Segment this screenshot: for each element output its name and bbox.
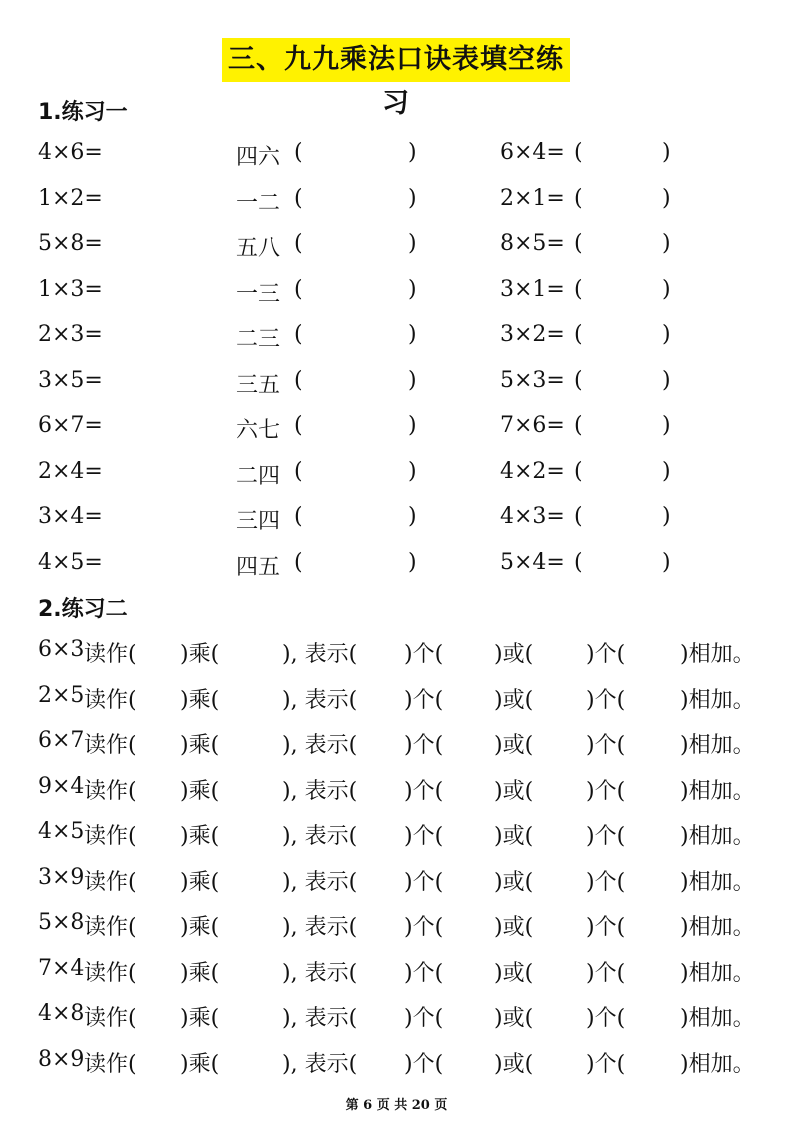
times-label: )乘( xyxy=(180,733,241,758)
reverse-equation-text: 5×4= xyxy=(500,549,565,575)
expression-text: 5×8 xyxy=(38,910,85,935)
equation-text: 5×8= xyxy=(38,231,103,256)
answer-blank-close[interactable]: ) xyxy=(662,276,671,302)
reverse-equation-text: 7×6= xyxy=(500,413,565,438)
read-as-label: 读作( xyxy=(84,642,158,667)
answer-blank-open[interactable]: ( xyxy=(294,367,303,393)
sum-label: )相加。 xyxy=(680,824,755,849)
count-label: )个( xyxy=(404,733,465,758)
sum-label: )相加。 xyxy=(680,778,755,804)
expression-text: 6×7 xyxy=(38,728,85,753)
page-footer: 第 6 页 共 20 页 xyxy=(345,1098,448,1113)
answer-blank-close[interactable]: ) xyxy=(662,140,671,165)
or-label: )或( xyxy=(494,869,555,895)
means-label: ), 表示( xyxy=(282,733,379,758)
reverse-equation-text: 3×2= xyxy=(500,322,565,347)
answer-blank-close[interactable]: ) xyxy=(662,367,671,393)
reverse-equation-text: 2×1= xyxy=(500,185,565,211)
expression-text: 2×5 xyxy=(38,682,85,708)
sum-label: )相加。 xyxy=(680,1006,755,1031)
count-label: )个( xyxy=(404,824,465,849)
count-label: )个( xyxy=(586,824,647,849)
count-label: )个( xyxy=(404,869,465,895)
exercise-1-row xyxy=(0,322,793,352)
equation-text: 4×6= xyxy=(38,140,103,165)
count-label: )个( xyxy=(404,687,465,713)
chinese-numeral-text: 三五 xyxy=(236,372,281,398)
answer-blank-open[interactable]: ( xyxy=(294,276,303,302)
means-label: ), 表示( xyxy=(282,915,379,940)
count-label: )个( xyxy=(586,687,647,713)
reverse-equation-text: 8×5= xyxy=(500,231,565,256)
count-label: )个( xyxy=(586,960,647,986)
chinese-numeral-text: 四六 xyxy=(236,145,281,170)
answer-blank-close[interactable]: ) xyxy=(408,549,417,575)
exercise-2-row xyxy=(0,728,793,758)
answer-blank-close[interactable]: ) xyxy=(662,458,671,484)
exercise-2-row xyxy=(0,683,793,713)
answer-blank-open[interactable]: ( xyxy=(574,367,583,393)
read-as-label: 读作( xyxy=(84,824,158,849)
answer-blank-close[interactable]: ) xyxy=(662,504,671,529)
page-title: 三、九九乘法口诀表填空练习 xyxy=(222,38,570,82)
count-label: )个( xyxy=(586,778,647,804)
exercise-1-row xyxy=(0,368,793,398)
reverse-equation-text: 3×1= xyxy=(500,276,565,302)
sum-label: )相加。 xyxy=(680,733,755,758)
count-label: )个( xyxy=(586,1051,647,1077)
answer-blank-open[interactable]: ( xyxy=(294,140,303,165)
exercise-1-row xyxy=(0,459,793,489)
answer-blank-close[interactable]: ) xyxy=(662,413,671,438)
count-label: )个( xyxy=(586,915,647,940)
exercise-1-row xyxy=(0,504,793,534)
times-label: )乘( xyxy=(180,1006,241,1031)
exercise-1-row xyxy=(0,277,793,307)
answer-blank-close[interactable]: ) xyxy=(662,231,671,256)
equation-text: 1×3= xyxy=(38,276,103,302)
read-as-label: 读作( xyxy=(84,1006,158,1031)
exercise-1-row xyxy=(0,140,793,170)
chinese-numeral-text: 一三 xyxy=(236,281,281,307)
times-label: )乘( xyxy=(180,1051,241,1077)
exercise-1-row xyxy=(0,231,793,261)
or-label: )或( xyxy=(494,687,555,713)
chinese-numeral-text: 六七 xyxy=(236,418,281,443)
exercise-2-row xyxy=(0,865,793,895)
answer-blank-open[interactable]: ( xyxy=(574,322,583,347)
sum-label: )相加。 xyxy=(680,869,755,895)
answer-blank-open[interactable]: ( xyxy=(574,549,583,575)
or-label: )或( xyxy=(494,733,555,758)
answer-blank-close[interactable]: ) xyxy=(408,413,417,438)
or-label: )或( xyxy=(494,960,555,986)
sum-label: )相加。 xyxy=(680,960,755,986)
section-heading-1: 1.练习一 xyxy=(38,100,128,125)
answer-blank-open[interactable]: ( xyxy=(294,458,303,484)
answer-blank-close[interactable]: ) xyxy=(408,504,417,529)
answer-blank-close[interactable]: ) xyxy=(408,140,417,165)
times-label: )乘( xyxy=(180,778,241,804)
count-label: )个( xyxy=(586,1006,647,1031)
count-label: )个( xyxy=(586,642,647,667)
answer-blank-open[interactable]: ( xyxy=(294,231,303,256)
answer-blank-open[interactable]: ( xyxy=(294,322,303,347)
sum-label: )相加。 xyxy=(680,1051,755,1077)
read-as-label: 读作( xyxy=(84,733,158,758)
or-label: )或( xyxy=(494,778,555,804)
exercise-1-row xyxy=(0,186,793,216)
answer-blank-close[interactable]: ) xyxy=(408,185,417,211)
exercise-2-row xyxy=(0,956,793,986)
times-label: )乘( xyxy=(180,824,241,849)
sum-label: )相加。 xyxy=(680,687,755,713)
means-label: ), 表示( xyxy=(282,824,379,849)
times-label: )乘( xyxy=(180,687,241,713)
means-label: ), 表示( xyxy=(282,1006,379,1031)
expression-text: 4×8 xyxy=(38,1001,85,1026)
sum-label: )相加。 xyxy=(680,915,755,940)
expression-text: 3×9 xyxy=(38,864,85,890)
means-label: ), 表示( xyxy=(282,960,379,986)
answer-blank-open[interactable]: ( xyxy=(574,140,583,165)
answer-blank-open[interactable]: ( xyxy=(294,413,303,438)
read-as-label: 读作( xyxy=(84,1051,158,1077)
chinese-numeral-text: 二四 xyxy=(236,463,281,489)
answer-blank-open[interactable]: ( xyxy=(294,185,303,211)
answer-blank-close[interactable]: ) xyxy=(408,458,417,484)
exercise-1-row xyxy=(0,550,793,580)
sum-label: )相加。 xyxy=(680,642,755,667)
answer-blank-open[interactable]: ( xyxy=(294,504,303,529)
means-label: ), 表示( xyxy=(282,642,379,667)
equation-text: 6×7= xyxy=(38,413,103,438)
reverse-equation-text: 4×3= xyxy=(500,504,565,529)
expression-text: 7×4 xyxy=(38,955,85,981)
exercise-2-row xyxy=(0,1001,793,1031)
chinese-numeral-text: 三四 xyxy=(236,509,281,534)
expression-text: 4×5 xyxy=(38,819,85,844)
answer-blank-close[interactable]: ) xyxy=(408,322,417,347)
answer-blank-open[interactable]: ( xyxy=(574,413,583,438)
count-label: )个( xyxy=(404,915,465,940)
count-label: )个( xyxy=(404,778,465,804)
means-label: ), 表示( xyxy=(282,1051,379,1077)
means-label: ), 表示( xyxy=(282,778,379,804)
count-label: )个( xyxy=(404,960,465,986)
chinese-numeral-text: 二三 xyxy=(236,327,281,352)
exercise-2-row xyxy=(0,910,793,940)
read-as-label: 读作( xyxy=(84,915,158,940)
count-label: )个( xyxy=(404,1006,465,1031)
or-label: )或( xyxy=(494,1051,555,1077)
answer-blank-open[interactable]: ( xyxy=(574,231,583,256)
read-as-label: 读作( xyxy=(84,869,158,895)
exercise-2-row xyxy=(0,637,793,667)
equation-text: 4×5= xyxy=(38,549,103,575)
reverse-equation-text: 6×4= xyxy=(500,140,565,165)
times-label: )乘( xyxy=(180,915,241,940)
chinese-numeral-text: 五八 xyxy=(236,236,281,261)
answer-blank-close[interactable]: ) xyxy=(408,276,417,302)
section-heading-2: 2.练习二 xyxy=(38,597,128,622)
times-label: )乘( xyxy=(180,642,241,667)
answer-blank-close[interactable]: ) xyxy=(408,367,417,393)
or-label: )或( xyxy=(494,642,555,667)
answer-blank-close[interactable]: ) xyxy=(408,231,417,256)
equation-text: 3×5= xyxy=(38,367,103,393)
reverse-equation-text: 5×3= xyxy=(500,367,565,393)
or-label: )或( xyxy=(494,1006,555,1031)
equation-text: 2×3= xyxy=(38,322,103,347)
chinese-numeral-text: 一二 xyxy=(236,190,281,216)
means-label: ), 表示( xyxy=(282,687,379,713)
answer-blank-open[interactable]: ( xyxy=(574,185,583,211)
chinese-numeral-text: 四五 xyxy=(236,554,281,580)
means-label: ), 表示( xyxy=(282,869,379,895)
or-label: )或( xyxy=(494,824,555,849)
count-label: )个( xyxy=(586,733,647,758)
reverse-equation-text: 4×2= xyxy=(500,458,565,484)
equation-text: 2×4= xyxy=(38,458,103,484)
exercise-1-row xyxy=(0,413,793,443)
answer-blank-close[interactable]: ) xyxy=(662,322,671,347)
equation-text: 3×4= xyxy=(38,504,103,529)
or-label: )或( xyxy=(494,915,555,940)
expression-text: 6×3 xyxy=(38,637,85,662)
times-label: )乘( xyxy=(180,960,241,986)
count-label: )个( xyxy=(404,1051,465,1077)
answer-blank-open[interactable]: ( xyxy=(574,504,583,529)
exercise-2-row xyxy=(0,819,793,849)
expression-text: 9×4 xyxy=(38,773,85,799)
answer-blank-open[interactable]: ( xyxy=(574,458,583,484)
count-label: )个( xyxy=(586,869,647,895)
read-as-label: 读作( xyxy=(84,778,158,804)
read-as-label: 读作( xyxy=(84,687,158,713)
exercise-2-row xyxy=(0,1047,793,1077)
answer-blank-open[interactable]: ( xyxy=(294,549,303,575)
answer-blank-close[interactable]: ) xyxy=(662,549,671,575)
times-label: )乘( xyxy=(180,869,241,895)
read-as-label: 读作( xyxy=(84,960,158,986)
answer-blank-close[interactable]: ) xyxy=(662,185,671,211)
expression-text: 8×9 xyxy=(38,1046,85,1072)
answer-blank-open[interactable]: ( xyxy=(574,276,583,302)
exercise-2-row xyxy=(0,774,793,804)
equation-text: 1×2= xyxy=(38,185,103,211)
count-label: )个( xyxy=(404,642,465,667)
